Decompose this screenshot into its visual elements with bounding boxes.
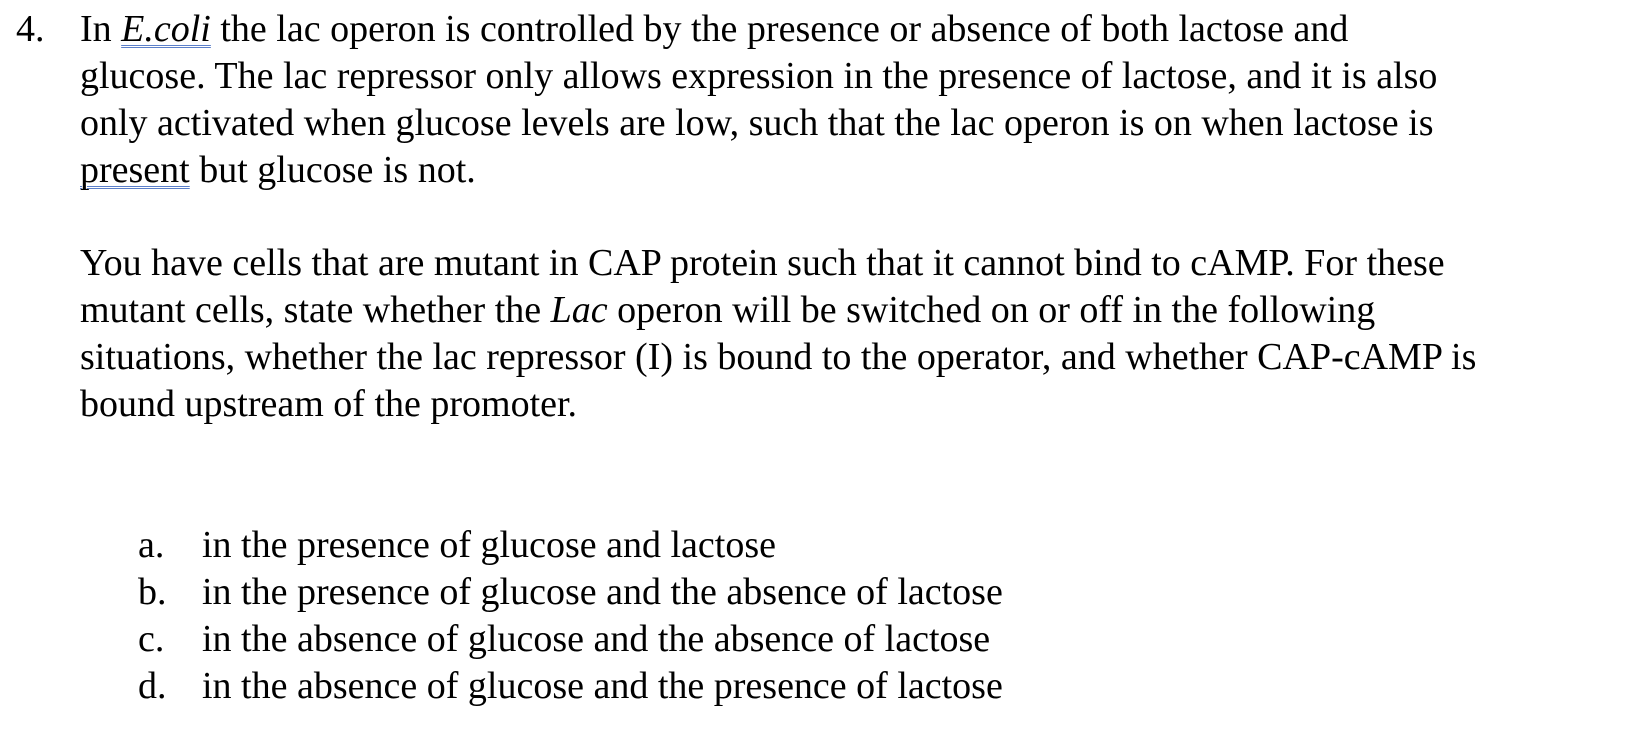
intro-line-1-suffix: the lac operon is controlled by the presence or absence of both lactose and bbox=[210, 8, 1349, 50]
lac-italic: Lac bbox=[550, 289, 608, 331]
question-intro-paragraph bbox=[80, 6, 1620, 194]
underlined-word-present: present bbox=[80, 149, 190, 191]
prompt-line-2-prefix: mutant cells, state whether the bbox=[80, 289, 551, 331]
option-letter: a. bbox=[138, 524, 165, 566]
intro-prefix: In bbox=[80, 8, 122, 50]
intro-line-2: glucose. The lac repressor only allows expression in the presence of lactose, and it is also bbox=[80, 55, 1438, 97]
option-letter: b. bbox=[138, 571, 167, 613]
question-prompt-paragraph bbox=[80, 240, 1620, 428]
organism-name: E.coli bbox=[121, 8, 211, 50]
question-number: 4. bbox=[16, 8, 45, 50]
option-letter: d. bbox=[138, 665, 167, 707]
option-item-b bbox=[138, 569, 1003, 616]
option-text: in the absence of glucose and the presence of lactose bbox=[202, 665, 1003, 707]
option-item-a bbox=[138, 522, 1003, 569]
intro-line-4-suffix: but glucose is not. bbox=[189, 149, 476, 191]
prompt-line-2 bbox=[80, 287, 1620, 334]
option-text: in the absence of glucose and the absence of lactose bbox=[202, 618, 991, 660]
prompt-line-2-suffix: operon will be switched on or off in the following bbox=[607, 289, 1376, 331]
option-text: in the presence of glucose and the absence of lactose bbox=[202, 571, 1003, 613]
option-letter: c. bbox=[138, 618, 165, 660]
intro-line-1 bbox=[80, 6, 1620, 53]
prompt-line-4: bound upstream of the promoter. bbox=[80, 383, 578, 425]
option-item-d bbox=[138, 663, 1003, 710]
answer-options-list bbox=[138, 522, 1003, 710]
option-text: in the presence of glucose and lactose bbox=[202, 524, 776, 566]
option-item-c bbox=[138, 616, 1003, 663]
intro-line-3: only activated when glucose levels are low, such that the lac operon is on when lactose is bbox=[80, 102, 1434, 144]
prompt-line-3: situations, whether the lac repressor (I) is bound to the operator, and whether CAP-cAMP is bbox=[80, 336, 1477, 378]
prompt-line-1: You have cells that are mutant in CAP protein such that it cannot bind to cAMP. For these bbox=[80, 242, 1445, 284]
intro-line-4 bbox=[80, 147, 1620, 194]
